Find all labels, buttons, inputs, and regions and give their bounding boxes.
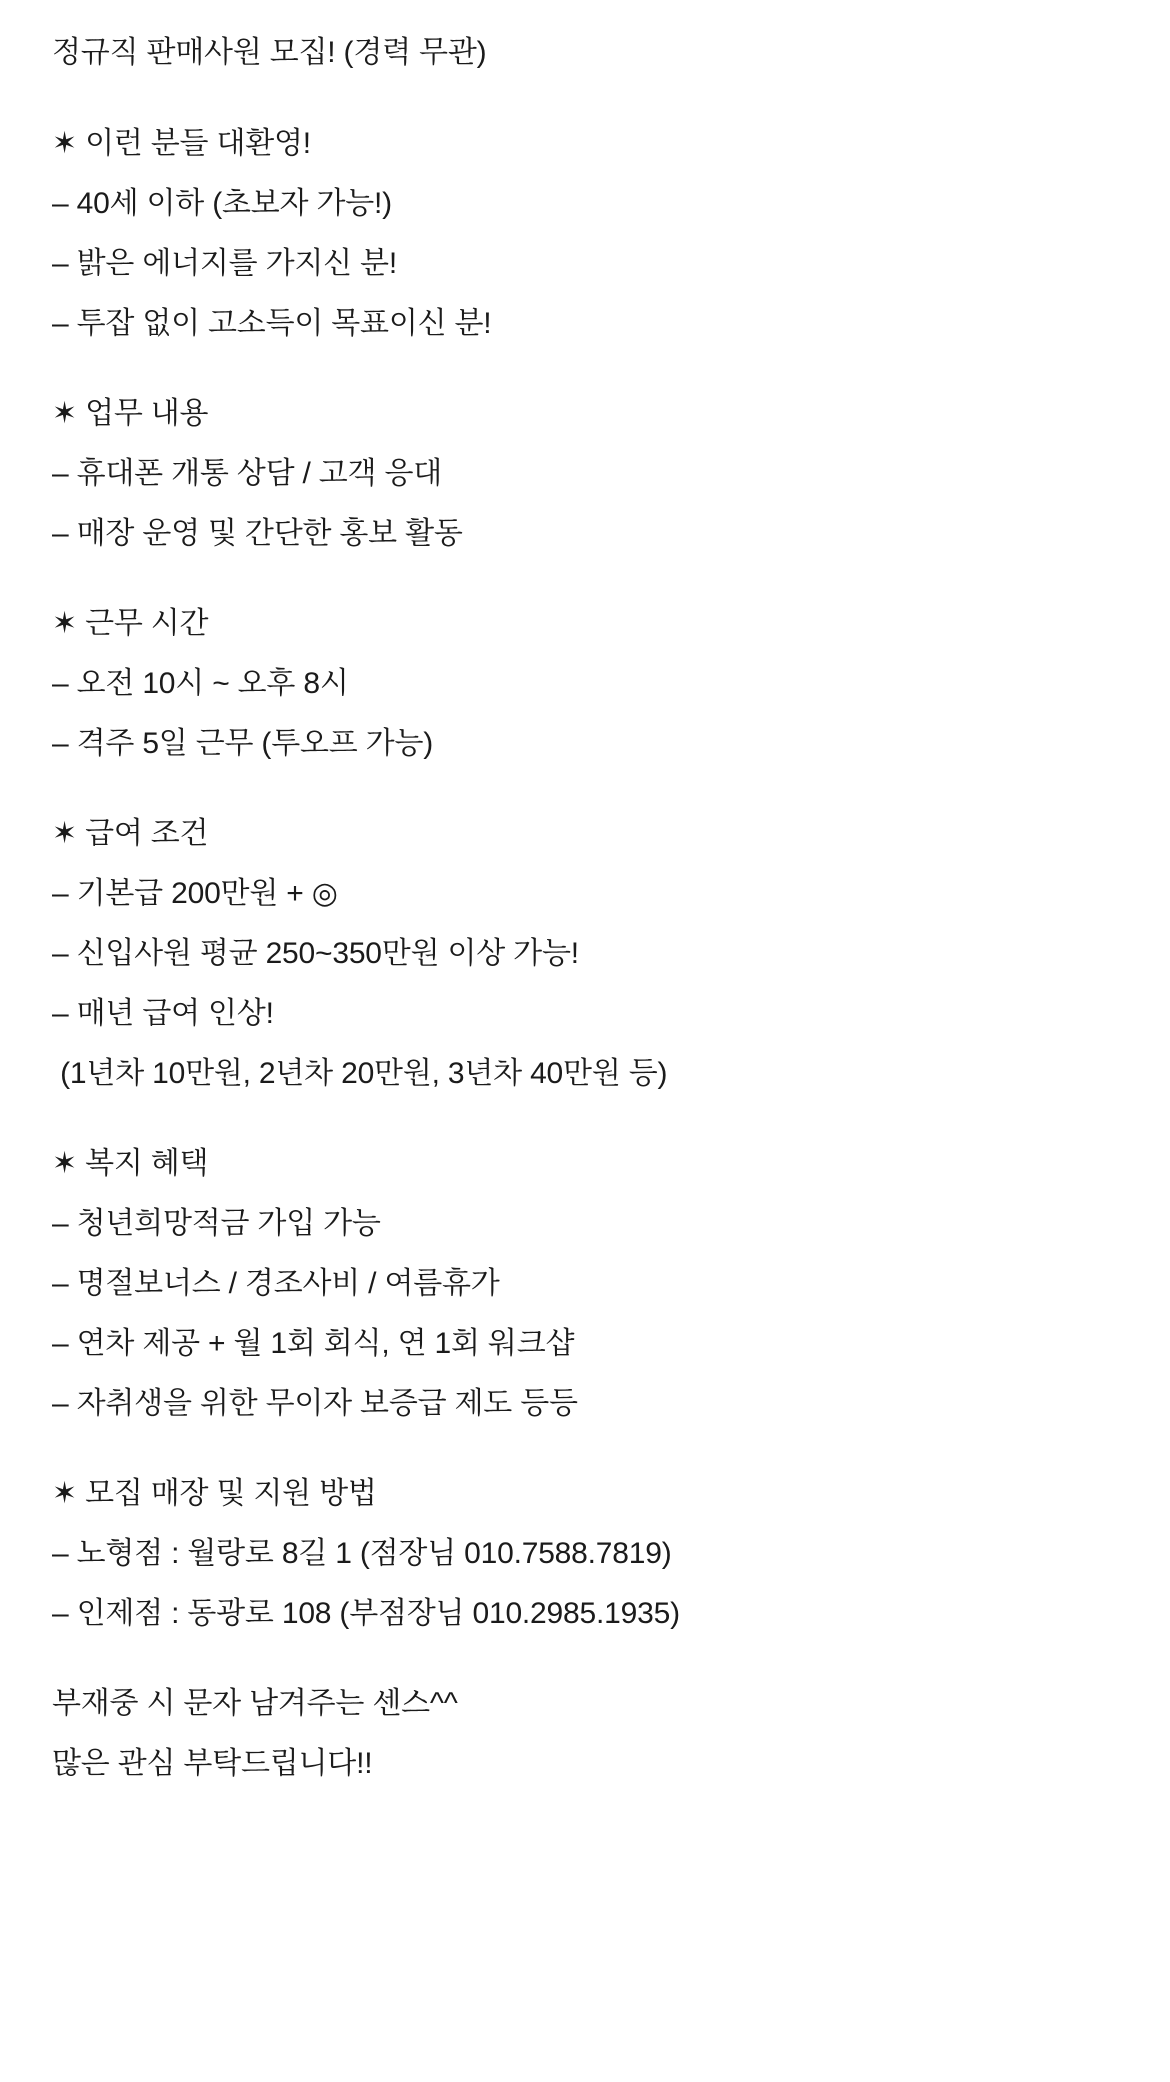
- section-heading: ✶ 복지 혜택: [52, 1147, 209, 1180]
- store-contact-inje: – 인제점 : 동광로 108 (부점장님 010.2985.1935): [52, 1597, 680, 1630]
- spacer: [52, 774, 1118, 804]
- section-item: – 매년 급여 인상!: [52, 997, 274, 1030]
- document-title: 정규직 판매사원 모집! (경력 무관): [52, 36, 487, 69]
- section-heading: ✶ 업무 내용: [52, 397, 209, 430]
- spacer: [52, 1434, 1118, 1464]
- section-item: – 오전 10시 ~ 오후 8시: [52, 667, 349, 700]
- section-item: – 밝은 에너지를 가지신 분!: [52, 247, 397, 280]
- section-item: – 기본급 200만원 + ◎: [52, 877, 338, 910]
- section-heading: ✶ 급여 조건: [52, 817, 209, 850]
- section-item-continuation: (1년차 10만원, 2년차 20만원, 3년차 40만원 등): [52, 1057, 668, 1090]
- section-item: – 신입사원 평균 250~350만원 이상 가능!: [52, 937, 579, 970]
- section-item: – 40세 이하 (초보자 가능!): [52, 187, 392, 220]
- section-item: – 매장 운영 및 간단한 홍보 활동: [52, 517, 463, 550]
- section-benefits: [52, 1134, 1118, 1434]
- section-item: – 연차 제공 + 월 1회 회식, 연 1회 워크샵: [52, 1327, 575, 1360]
- closing-line: 부재중 시 문자 남겨주는 센스^^: [52, 1687, 458, 1720]
- spacer: [52, 354, 1118, 384]
- section-item: – 격주 5일 근무 (투오프 가능): [52, 727, 434, 760]
- section-heading: ✶ 근무 시간: [52, 607, 209, 640]
- section-working-hours: [52, 594, 1118, 774]
- section-item: – 자취생을 위한 무이자 보증급 제도 등등: [52, 1387, 578, 1420]
- section-item: – 휴대폰 개통 상담 / 고객 응대: [52, 457, 443, 490]
- section-heading: ✶ 모집 매장 및 지원 방법: [52, 1477, 377, 1510]
- spacer: [52, 1104, 1118, 1134]
- section-welcome: [52, 114, 1118, 354]
- section-duties: [52, 384, 1118, 564]
- closing-note: [52, 1674, 1118, 1794]
- spacer: [52, 1644, 1118, 1674]
- section-item: – 명절보너스 / 경조사비 / 여름휴가: [52, 1267, 500, 1300]
- spacer: [52, 564, 1118, 594]
- section-salary: [52, 804, 1118, 1104]
- section-locations: [52, 1464, 1118, 1644]
- store-contact-nohyeong: – 노형점 : 월랑로 8길 1 (점장님 010.7588.7819): [52, 1537, 672, 1570]
- closing-line: 많은 관심 부탁드립니다!!: [52, 1747, 373, 1780]
- section-heading: ✶ 이런 분들 대환영!: [52, 127, 311, 160]
- spacer: [52, 84, 1118, 114]
- section-item: – 청년희망적금 가입 가능: [52, 1207, 381, 1240]
- section-item: – 투잡 없이 고소득이 목표이신 분!: [52, 307, 492, 340]
